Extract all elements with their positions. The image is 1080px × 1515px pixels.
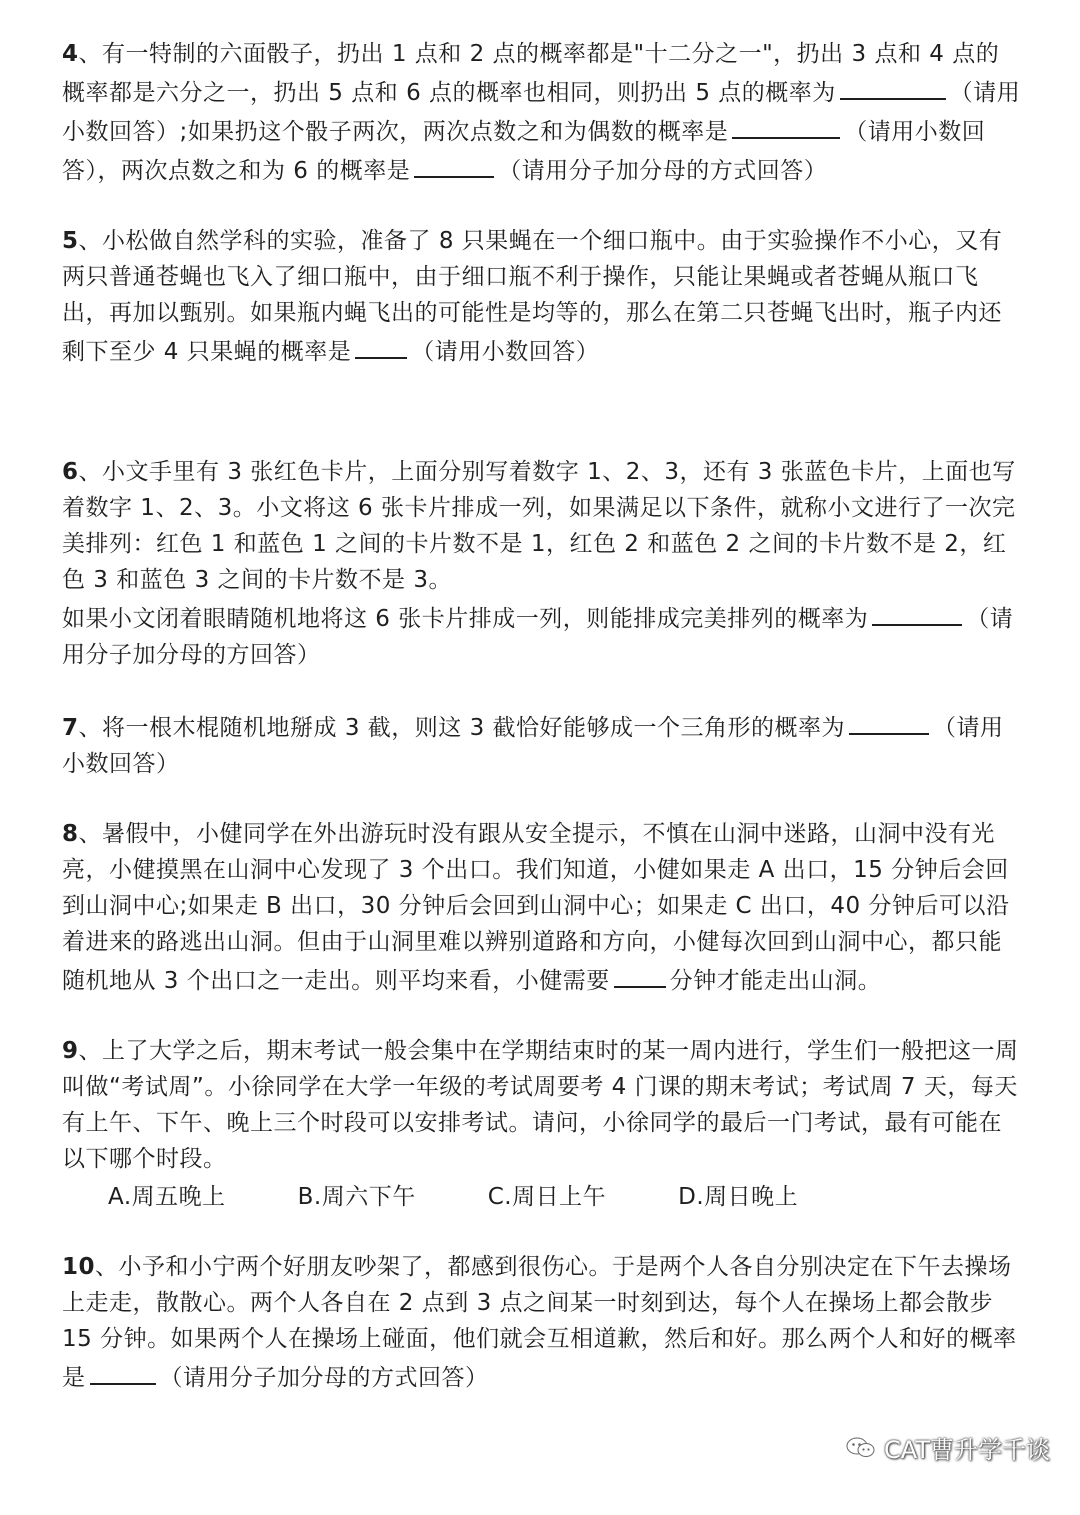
- question-text: 如果小文闭着眼睛随机地将这 6 张卡片排成一列，则能排成完美排列的概率为: [62, 606, 869, 632]
- answer-blank[interactable]: [414, 150, 494, 178]
- question-number: 4: [62, 41, 79, 67]
- question-text: 、小文手里有 3 张红色卡片，上面分别写着数字 1、2、3，还有 3 张蓝色卡片，上面也写着数字 1、2、3。小文将这 6 张卡片排成一列，如果满足以下条件，就称小文进行了一次完美排列：红色 1 和蓝色 1 之间的卡片数不是 1，红色 2 和蓝色 2 之间的卡片数不是 2，红色 3 和蓝色 3 之间的卡片数不是 3。: [62, 459, 1016, 593]
- option-a[interactable]: A.周五晚上: [108, 1184, 226, 1210]
- question-9: [62, 1033, 1022, 1215]
- question-sheet: [62, 36, 1022, 1396]
- answer-blank[interactable]: [90, 1357, 156, 1385]
- question-text: 、有一特制的六面骰子，扔出 1 点和 2 点的概率都是"十二分之一"，扔出 3 点和 4 点的概率都是六分之一，扔出 5 点和 6 点的概率也相同，则扔出 5 点的概率为: [62, 41, 1000, 106]
- question-text: （请用分子加分母的方式回答）: [498, 158, 828, 184]
- question-8: [62, 816, 1022, 999]
- watermark-text: CAT曹升学千谈: [884, 1436, 1050, 1464]
- question-text: 分钟才能走出山洞。: [669, 968, 882, 994]
- answer-blank[interactable]: [872, 598, 962, 626]
- option-d[interactable]: D.周日晚上: [678, 1184, 799, 1210]
- question-5: [62, 223, 1022, 370]
- question-text: （请用分子加分母的方式回答）: [159, 1365, 489, 1391]
- question-number: 7: [62, 715, 79, 741]
- answer-blank[interactable]: [849, 707, 929, 735]
- question-7: [62, 707, 1022, 782]
- question-text: 、将一根木棍随机地掰成 3 截，则这 3 截恰好能够成一个三角形的概率为: [78, 715, 846, 741]
- answer-blank[interactable]: [614, 960, 666, 988]
- option-b[interactable]: B.周六下午: [297, 1184, 416, 1210]
- question-number: 9: [62, 1038, 79, 1064]
- question-text: （请用分子加分母的方回答）: [62, 606, 1014, 668]
- answer-blank[interactable]: [732, 111, 840, 139]
- answer-blank[interactable]: [840, 72, 946, 100]
- question-text: 、暑假中，小健同学在外出游玩时没有跟从安全提示，不慎在山洞中迷路，山洞中没有光亮，小健摸黑在山洞中心发现了 3 个出口。我们知道，小健如果走 A 出口，15 分钟后会回到山洞中心;如果走 B 出口，30 分钟后会回到山洞中心；如果走 C 出口，40 分钟后可以沿着进来的路逃出山洞。但由于山洞里难以辨别道路和方向，小健每次回到山洞中心，都只能随机地从 3 个出口之一走出。则平均来看，小健需要: [62, 821, 1010, 994]
- question-number: 8: [62, 821, 79, 847]
- question-10: [62, 1249, 1022, 1396]
- question-text: （请用小数回答）: [411, 339, 600, 365]
- answer-blank[interactable]: [355, 331, 407, 359]
- question-text: （请用小数回答），两次点数之和为 6 的概率是: [62, 119, 986, 184]
- question-text: 、上了大学之后，期末考试一般会集中在学期结束时的某一周内进行，学生们一般把这一周叫做“考试周”。小徐同学在大学一年级的考试周要考 4 门课的期末考试；考试周 7 天，每天有上午、下午、晚上三个时段可以安排考试。请问，小徐同学的最后一门考试，最有可能在以下哪个时段。: [62, 1038, 1019, 1172]
- watermark: [846, 1430, 1050, 1465]
- question-number: 10: [62, 1254, 96, 1280]
- question-text: （请用小数回答）: [62, 715, 1004, 777]
- question-text: （请用小数回答）;如果扔这个骰子两次，两次点数之和为偶数的概率是: [62, 80, 1021, 145]
- question-number: 6: [62, 459, 79, 485]
- wechat-icon: [846, 1436, 876, 1460]
- question-4: [62, 36, 1022, 189]
- question-text: 、小予和小宁两个好朋友吵架了，都感到很伤心。于是两个人各自分别决定在下午去操场上走走，散散心。两个人各自在 2 点到 3 点之间某一时刻到达，每个人在操场上都会散步 15 分钟。如果两个人在操场上碰面，他们就会互相道歉，然后和好。那么两个人和好的概率是: [62, 1254, 1017, 1391]
- question-number: 5: [62, 228, 79, 254]
- question-6: [62, 454, 1022, 673]
- option-c[interactable]: C.周日上午: [487, 1184, 607, 1210]
- question-text: 、小松做自然学科的实验，准备了 8 只果蝇在一个细口瓶中。由于实验操作不小心，又有两只普通苍蝇也飞入了细口瓶中，由于细口瓶不利于操作，只能让果蝇或者苍蝇从瓶口飞出，再加以甄别。如果瓶内蝇飞出的可能性是均等的，那么在第二只苍蝇飞出时，瓶子内还剩下至少 4 只果蝇的概率是: [62, 228, 1003, 365]
- answer-options: [62, 1179, 1022, 1215]
